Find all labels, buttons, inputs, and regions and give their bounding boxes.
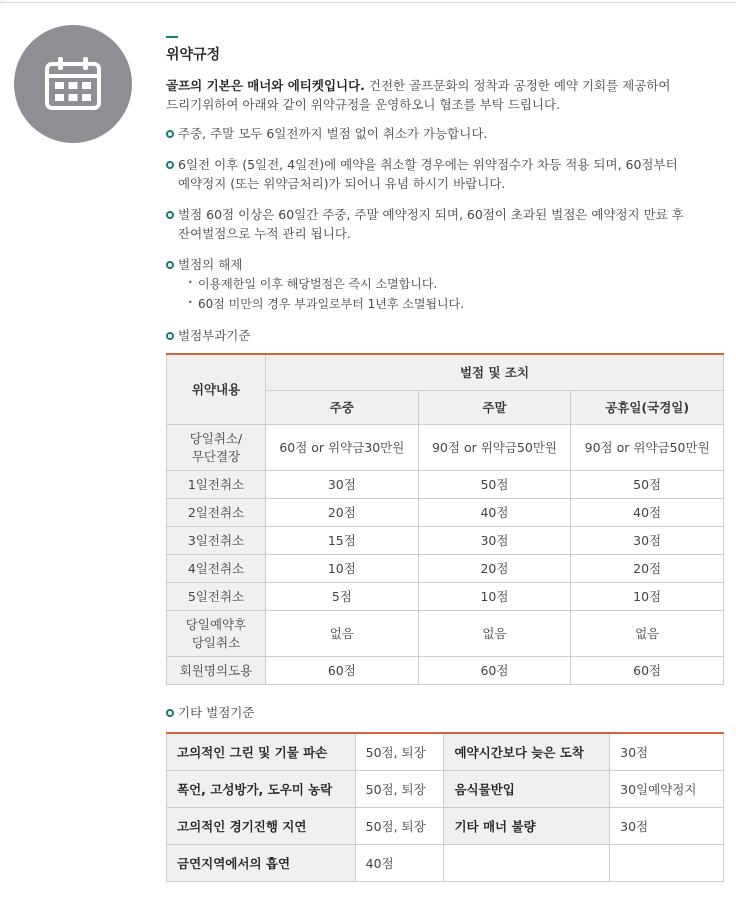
table-cell: 없음 xyxy=(266,610,419,656)
row-label-text: 회원명의도용 xyxy=(179,663,253,678)
rule-text: 주중, 주말 모두 6일전까지 벌점 없이 취소가 가능합니다. xyxy=(178,126,488,141)
table-cell: 20점 xyxy=(418,554,571,582)
rule-text: 잔여벌점으로 누적 관리 됩니다. xyxy=(178,226,351,241)
penalty-rules-content xyxy=(166,36,726,882)
table-row xyxy=(167,554,724,582)
row-label-text: 4일전취소 xyxy=(187,561,245,576)
intro-bold: 골프의 기본은 매너와 에티켓입니다. xyxy=(166,78,365,93)
table-cell: 30점 xyxy=(266,470,419,498)
penalty-table xyxy=(166,353,724,685)
table-cell: 30점 xyxy=(571,526,724,554)
title-accent xyxy=(166,36,178,38)
penalty-release xyxy=(166,255,726,314)
violation-label: 음식물반입 xyxy=(444,770,610,807)
table-row xyxy=(167,733,724,771)
table-cell: 40점 xyxy=(571,498,724,526)
table1-section-title: 벌점부과기준 xyxy=(166,326,726,345)
table-cell: 50점 xyxy=(571,470,724,498)
table-row xyxy=(167,526,724,554)
rule-text: 6일전 이후 (5일전, 4일전)에 예약을 취소할 경우에는 위약점수가 차등 적용 되며, 60점부터 xyxy=(178,157,678,172)
table-cell: 60점 or 위약금30만원 xyxy=(266,424,419,470)
violation-penalty xyxy=(610,844,724,881)
penalty-release-list xyxy=(178,274,726,314)
violation-penalty: 50점, 퇴장 xyxy=(355,733,444,771)
row-label-text: 2일전취소 xyxy=(187,505,245,520)
penalty-release-title: 벌점의 해제 xyxy=(178,257,243,272)
table-row xyxy=(167,844,724,881)
table-cell: 90점 or 위약금50만원 xyxy=(418,424,571,470)
table-cell: 10점 xyxy=(418,582,571,610)
row-label-text: 당일예약후 xyxy=(185,617,247,632)
calendar-icon-circle xyxy=(14,25,132,143)
table-cell: 5점 xyxy=(266,582,419,610)
rule-item xyxy=(166,205,726,243)
row-label xyxy=(167,498,266,526)
row-label-text: 1일전취소 xyxy=(187,477,245,492)
table2-section-title: 기타 벌점기준 xyxy=(166,703,726,722)
violation-penalty: 30일예약정지 xyxy=(610,770,724,807)
table-cell: 20점 xyxy=(571,554,724,582)
table-row xyxy=(167,470,724,498)
violation-label: 고의적인 그린 및 기물 파손 xyxy=(167,733,356,771)
violation-penalty: 50점, 퇴장 xyxy=(355,807,444,844)
violation-label: 폭언, 고성방가, 도우미 농락 xyxy=(167,770,356,807)
row-label-text: 무단결장 xyxy=(191,449,241,464)
col-header: 주중 xyxy=(266,390,419,424)
intro-text xyxy=(166,76,726,114)
col-header: 공휴일(국경일) xyxy=(571,390,724,424)
calendar-icon xyxy=(41,52,105,116)
violation-penalty: 50점, 퇴장 xyxy=(355,770,444,807)
rule-item xyxy=(166,155,726,193)
rule-item xyxy=(166,124,726,143)
row-label xyxy=(167,554,266,582)
table-cell: 60점 xyxy=(266,656,419,684)
violation-label xyxy=(444,844,610,881)
row-label-text: 5일전취소 xyxy=(187,589,245,604)
row-label xyxy=(167,582,266,610)
violation-penalty: 40점 xyxy=(355,844,444,881)
intro-line2: 드리기위하여 아래와 같이 위약규정을 운영하오니 협조를 부탁 드립니다. xyxy=(166,97,561,112)
table-cell: 40점 xyxy=(418,498,571,526)
row-label xyxy=(167,470,266,498)
page-title: 위약규정 xyxy=(166,47,221,63)
col-group: 벌점 및 조치 xyxy=(266,354,724,390)
table-row xyxy=(167,498,724,526)
table-cell: 90점 or 위약금50만원 xyxy=(571,424,724,470)
top-divider xyxy=(0,2,736,3)
table-row xyxy=(167,656,724,684)
table-cell: 30점 xyxy=(418,526,571,554)
table-cell: 20점 xyxy=(266,498,419,526)
table-cell: 50점 xyxy=(418,470,571,498)
row-label xyxy=(167,526,266,554)
col-header: 주말 xyxy=(418,390,571,424)
table-cell: 없음 xyxy=(418,610,571,656)
violation-label: 기타 매너 불량 xyxy=(444,807,610,844)
row-label-text: 당일취소 xyxy=(191,635,241,650)
table-row xyxy=(167,807,724,844)
table-row xyxy=(167,582,724,610)
row-label-text: 당일취소/ xyxy=(189,431,243,446)
col-violation: 위약내용 xyxy=(167,354,266,424)
table-cell: 없음 xyxy=(571,610,724,656)
table-cell: 60점 xyxy=(418,656,571,684)
penalty-release-item: · 60점 미만의 경우 부과일로부터 1년후 소멸됩니다. xyxy=(188,294,726,314)
rule-text: 벌점 60점 이상은 60일간 주중, 주말 예약정지 되며, 60점이 초과된 벌점은 예약정지 만료 후 xyxy=(178,207,684,222)
row-label-text: 3일전취소 xyxy=(187,533,245,548)
table-cell: 10점 xyxy=(266,554,419,582)
table-row xyxy=(167,424,724,470)
row-label xyxy=(167,656,266,684)
rule-text: 예약정지 (또는 위약금처리)가 되어니 유념 하시기 바랍니다. xyxy=(178,176,506,191)
violation-penalty: 30점 xyxy=(610,733,724,771)
violation-label: 예약시간보다 늦은 도착 xyxy=(444,733,610,771)
table-cell: 15점 xyxy=(266,526,419,554)
row-label xyxy=(167,610,266,656)
violation-label: 금연지역에서의 흡연 xyxy=(167,844,356,881)
penalty-release-item: · 이용제한일 이후 해당벌점은 즉시 소멸합니다. xyxy=(188,274,726,294)
table-cell: 60점 xyxy=(571,656,724,684)
violation-penalty: 30점 xyxy=(610,807,724,844)
table-row xyxy=(167,770,724,807)
violation-label: 고의적인 경기진행 지연 xyxy=(167,807,356,844)
other-penalty-table xyxy=(166,732,724,882)
rule-list xyxy=(166,124,726,243)
table-cell: 10점 xyxy=(571,582,724,610)
table-row xyxy=(167,610,724,656)
row-label xyxy=(167,424,266,470)
intro-line1: 건전한 골프문화의 정착과 공정한 예약 기회를 제공하여 xyxy=(364,78,671,93)
